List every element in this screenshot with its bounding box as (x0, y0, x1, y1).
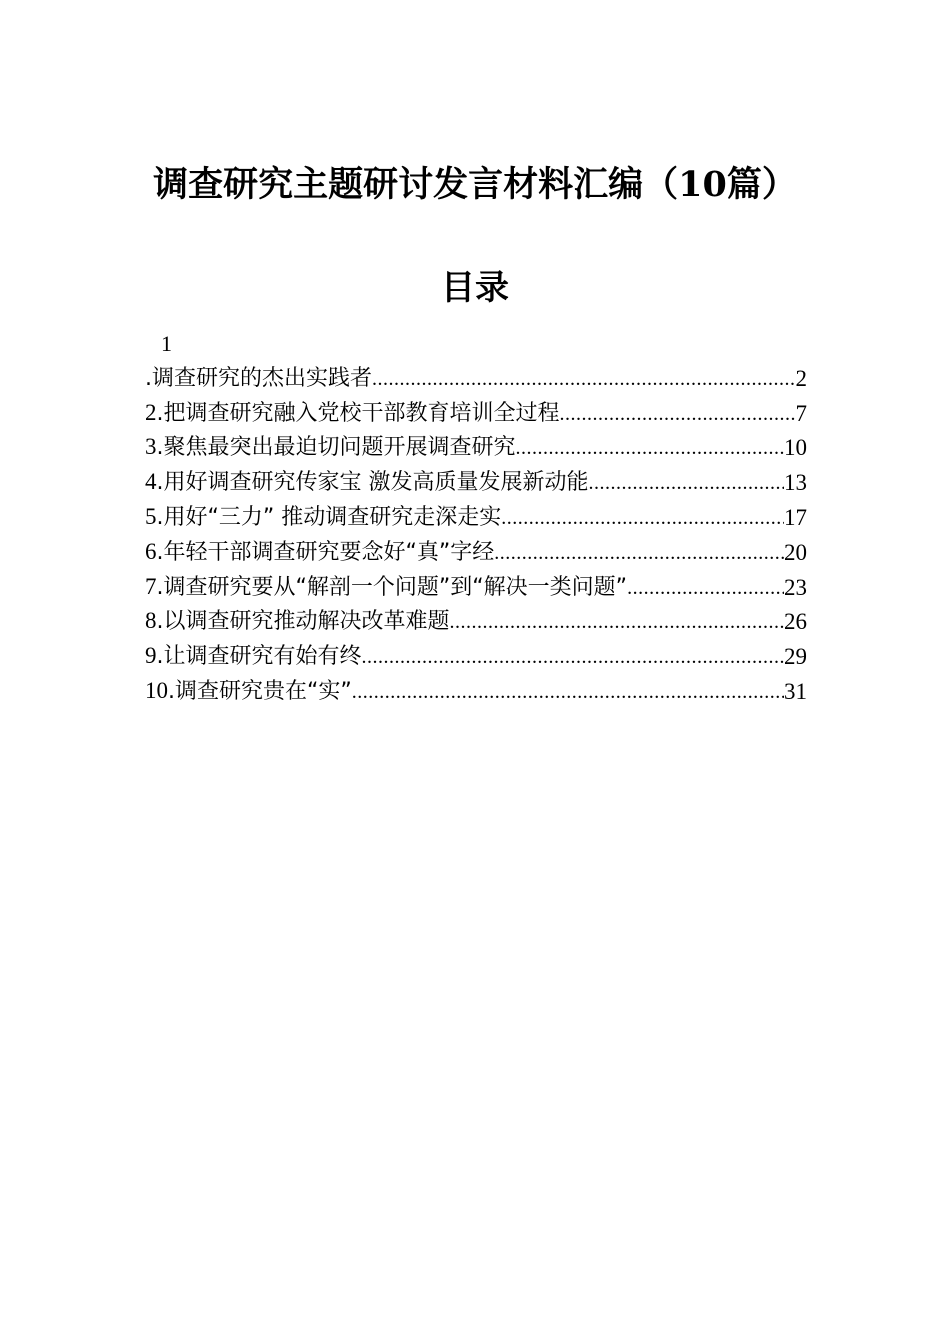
toc-entry-page: 26 (784, 609, 807, 635)
toc-entry-label: .让调查研究有始有终 (156, 644, 362, 670)
toc-entry[interactable] (145, 465, 807, 500)
dot-leader (352, 675, 784, 709)
toc-entry[interactable] (145, 431, 807, 466)
toc-entry-label: .年轻干部调查研究要念好“真”字经 (156, 539, 495, 565)
toc-entry-page: 2 (795, 365, 807, 391)
toc-entry-label: .把调查研究融入党校干部教育培训全过程 (156, 400, 560, 426)
toc-entry-title (145, 500, 501, 535)
table-of-contents (145, 327, 807, 709)
dot-leader (589, 466, 785, 500)
toc-entry[interactable] (145, 361, 807, 396)
toc-entry-page: 31 (784, 678, 807, 704)
toc-first-number: 1 (161, 331, 172, 356)
toc-entry-page: 29 (784, 644, 807, 670)
toc-entry-label: .调查研究要从“解剖一个问题”到“解决一类问题” (156, 574, 628, 600)
document-title: 调查研究主题研讨发言材料汇编（10篇） (153, 164, 797, 205)
toc-entry[interactable] (145, 605, 807, 640)
toc-entry-title (145, 639, 362, 674)
toc-entry-title (145, 361, 372, 396)
toc-entry-number: 3 (145, 434, 157, 460)
dot-leader (372, 362, 796, 396)
toc-entry[interactable] (145, 639, 807, 674)
toc-entry-number: 2 (145, 399, 157, 425)
dot-leader (494, 536, 784, 570)
toc-entry-title (145, 535, 494, 570)
dot-leader (362, 640, 785, 674)
toc-entry-label: .调查研究的杰出实践者 (145, 365, 372, 391)
toc-entry-page: 10 (784, 435, 807, 461)
toc-entry-number: 9 (145, 643, 157, 669)
toc-entry-label: .用好“三力” 推动调查研究走深走实 (156, 504, 502, 530)
toc-entry[interactable] (145, 500, 807, 535)
toc-entry[interactable] (145, 570, 807, 605)
toc-entry-number: 10 (145, 677, 168, 703)
dot-leader (627, 571, 784, 605)
toc-entry-title (145, 396, 560, 431)
toc-entry-page: 13 (784, 470, 807, 496)
toc-entry-title (145, 431, 516, 466)
toc-entry[interactable] (145, 674, 807, 709)
toc-entry-title (145, 605, 450, 640)
toc-entry-label: .用好调查研究传家宝 激发高质量发展新动能 (156, 470, 589, 496)
toc-entry-page: 20 (784, 539, 807, 565)
dot-leader (516, 431, 785, 465)
toc-entry-title (145, 570, 627, 605)
toc-entry-title (145, 674, 352, 709)
dot-leader (450, 605, 785, 639)
toc-entry-page: 7 (795, 400, 807, 426)
toc-entry-page: 23 (784, 574, 807, 600)
toc-entry-label: .以调查研究推动解决改革难题 (156, 609, 450, 635)
toc-entry-label: .聚焦最突出最迫切问题开展调查研究 (156, 435, 516, 461)
toc-entry-number: 6 (145, 538, 157, 564)
toc-entry[interactable] (145, 535, 807, 570)
toc-entry-number: 8 (145, 608, 157, 634)
dot-leader (501, 501, 784, 535)
toc-entry-number: 7 (145, 573, 157, 599)
dot-leader (560, 397, 796, 431)
toc-entry[interactable] (145, 396, 807, 431)
toc-heading: 目录 (441, 268, 509, 308)
toc-entry-number: 5 (145, 503, 157, 529)
toc-entry-title (145, 465, 589, 500)
toc-entry-number: 4 (145, 469, 157, 495)
toc-entry-page: 17 (784, 504, 807, 530)
toc-entry-label: .调查研究贵在“实” (168, 678, 352, 704)
